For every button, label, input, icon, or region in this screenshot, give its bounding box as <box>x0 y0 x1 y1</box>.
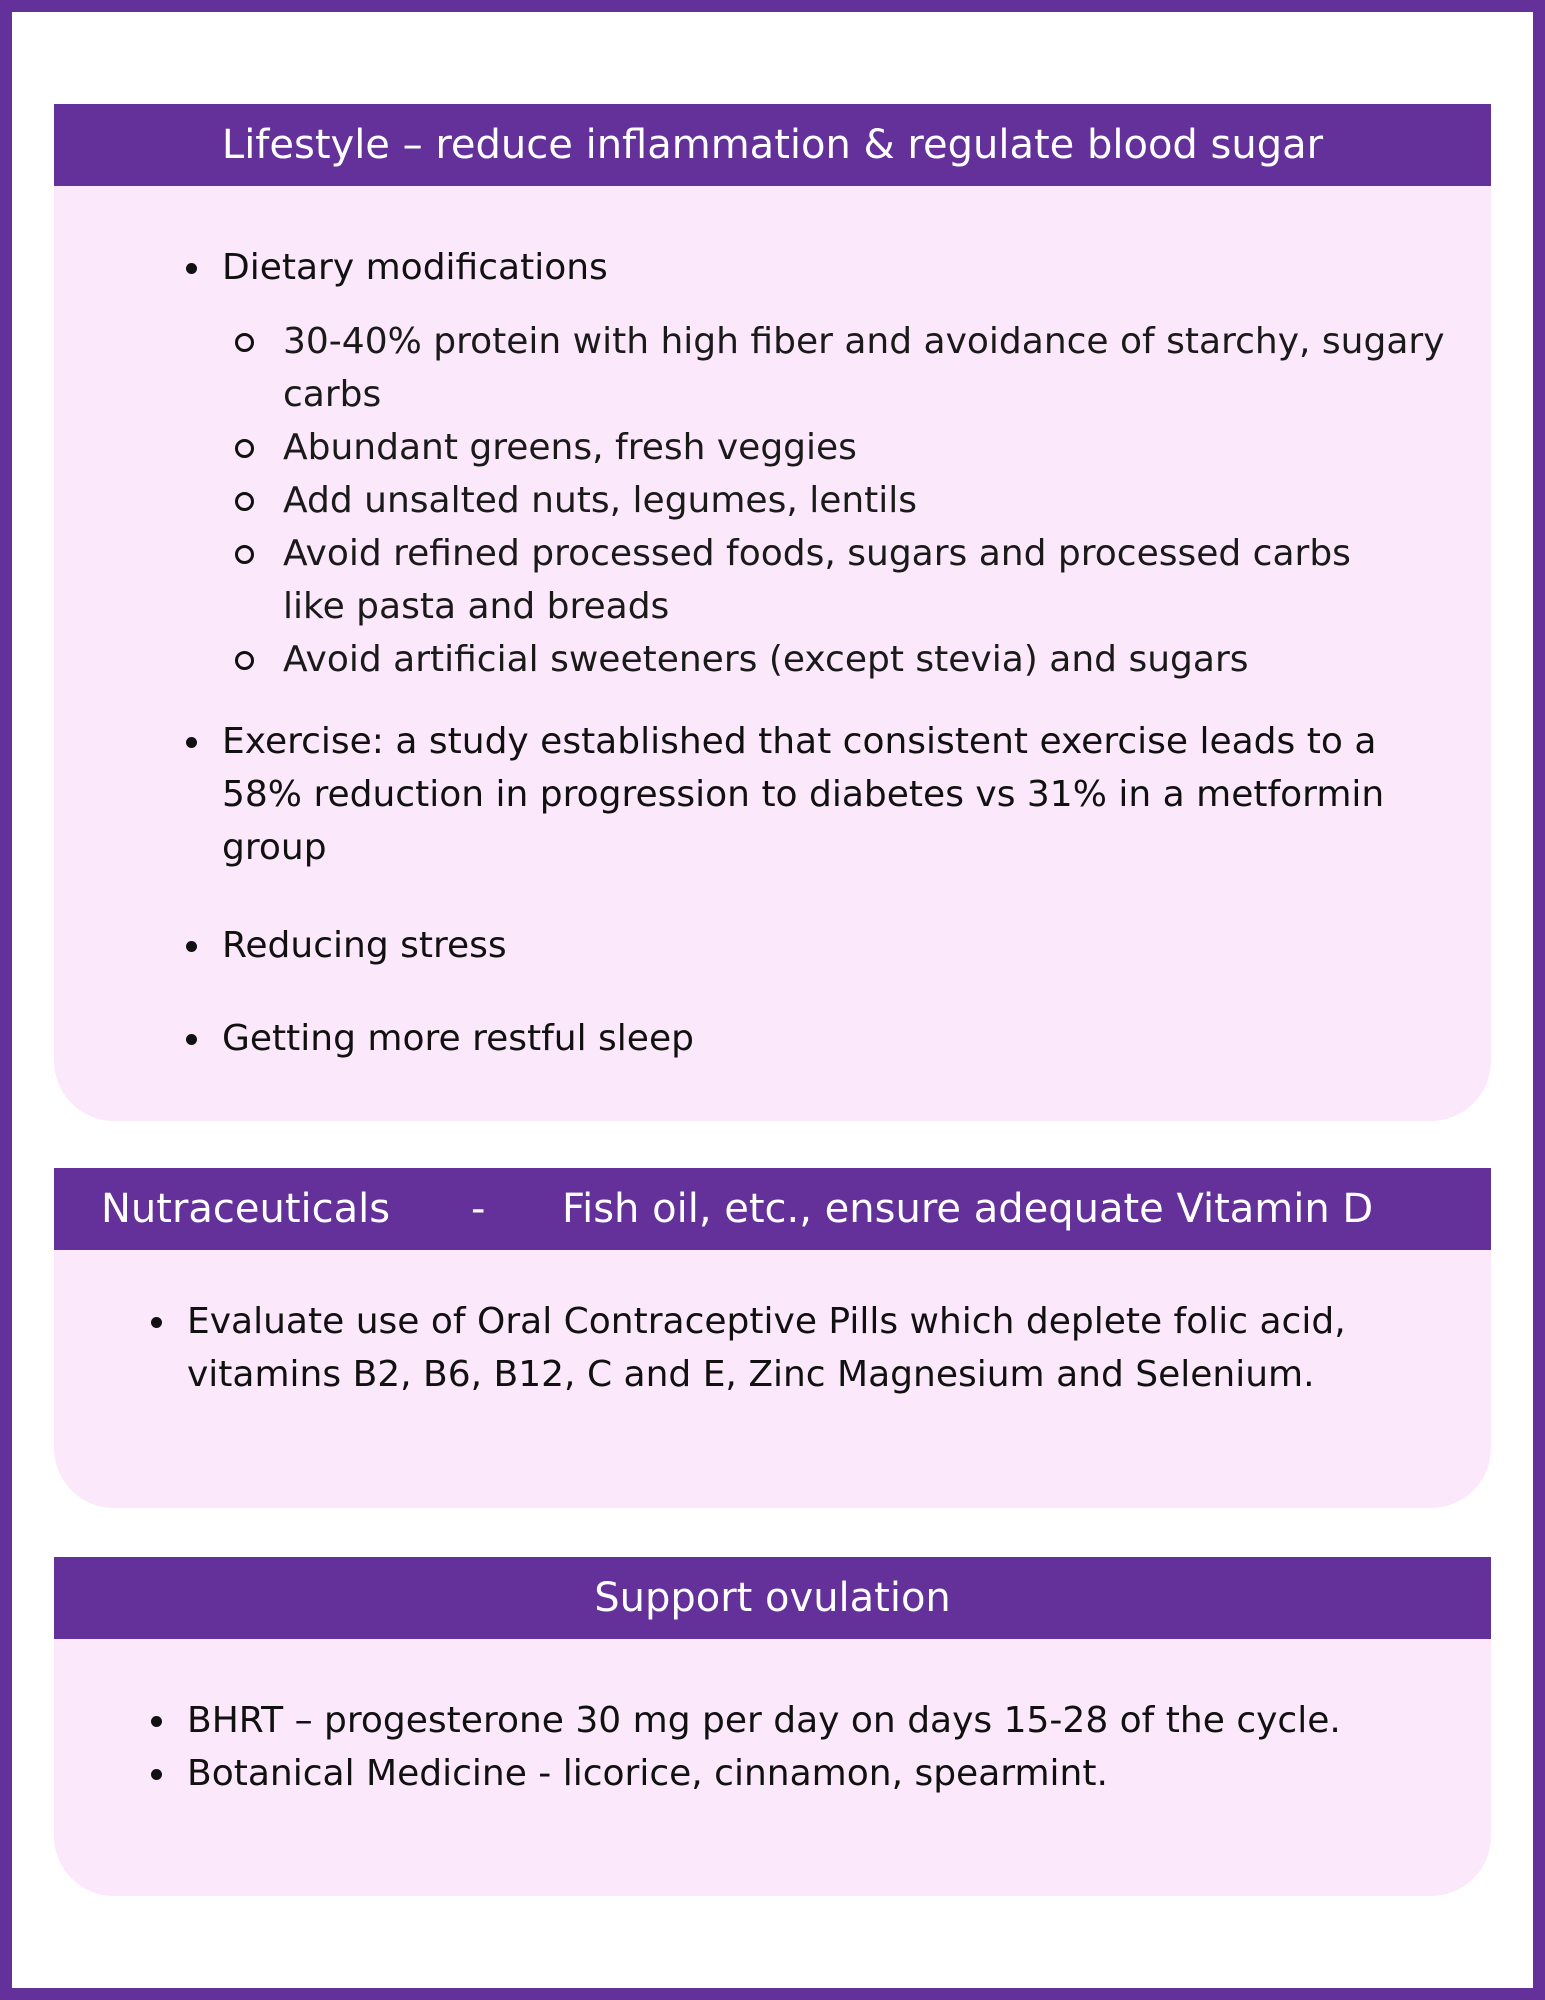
list-item-stress: Reducing stress <box>222 919 1442 972</box>
diet-subitem-nuts: Add unsalted nuts, legumes, lentils <box>283 474 1453 527</box>
nutraceuticals-separator: - <box>471 1186 486 1232</box>
lifestyle-card <box>54 104 1491 1121</box>
diet-subitem-refined: Avoid refined processed foods, sugars and processed carbs like pasta and breads <box>283 527 1393 633</box>
list-item-botanical: Botanical Medicine - licorice, cinnamon, spearmint. <box>187 1747 1467 1800</box>
lifestyle-header: Lifestyle – reduce inflammation & regulate blood sugar <box>54 104 1491 186</box>
list-item-dietary: Dietary modifications <box>222 241 1442 294</box>
nutraceuticals-title: Nutraceuticals <box>101 1186 391 1232</box>
ovulation-card <box>54 1557 1491 1896</box>
nutraceuticals-header <box>54 1168 1491 1250</box>
diet-subitem-sweeteners: Avoid artificial sweeteners (except stevia) and sugars <box>283 633 1453 686</box>
diet-subitem-protein: 30-40% protein with high fiber and avoidance of starchy, sugary carbs <box>283 315 1453 421</box>
list-item-exercise: Exercise: a study established that consistent exercise leads to a 58% reduction in progression to diabetes vs 31% in a metformin group <box>222 715 1442 874</box>
nutraceuticals-card <box>54 1168 1491 1508</box>
ovulation-header: Support ovulation <box>54 1557 1491 1639</box>
nutraceuticals-subtitle: Fish oil, etc., ensure adequate Vitamin D <box>562 1186 1374 1232</box>
list-item-sleep: Getting more restful sleep <box>222 1012 1442 1065</box>
diet-subitem-greens: Abundant greens, fresh veggies <box>283 421 1453 474</box>
list-item-ocp: Evaluate use of Oral Contraceptive Pills which deplete folic acid, vitamins B2, B6, B12, C and E, Zinc Magnesium and Selenium. <box>187 1295 1387 1401</box>
list-item-bhrt: BHRT – progesterone 30 mg per day on days 15-28 of the cycle. <box>187 1694 1467 1747</box>
